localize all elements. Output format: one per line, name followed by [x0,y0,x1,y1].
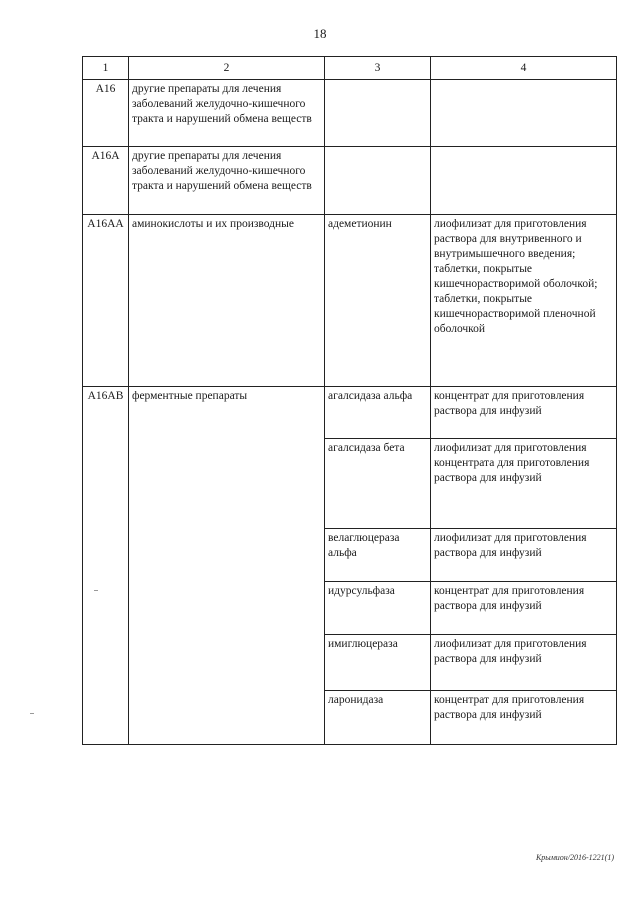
drug-cell: идурсульфаза [325,582,431,635]
drug-cell: агалсидаза бета [325,439,431,529]
table-row [83,80,617,147]
atc-code-cell: A16AA [83,215,129,387]
form-cell: концентрат для приготовления раствора для инфузий [431,582,617,635]
group-cell: другие препараты для лечения заболеваний желудочно-кишечного тракта и нарушений обмена веществ [129,147,325,215]
drug-cell [325,147,431,215]
column-header: 4 [431,57,617,80]
drug-cell [325,80,431,147]
form-cell: лиофилизат для приготовления концентрата для приготовления раствора для инфузий [431,439,617,529]
form-cell [431,147,617,215]
form-cell: лиофилизат для приготовления раствора для внутривенного и внутримышечного введения; таблетки, покрытые кишечнорастворимой оболочкой; таблетки, покрытые кишечнорастворимой пленочной оболочкой [431,215,617,387]
page-number: 18 [313,26,327,41]
atc-code-cell: A16AB [83,387,129,745]
drug-cell: велаглюцераза альфа [325,529,431,582]
table-header-row [83,57,617,80]
form-cell: концентрат для приготовления раствора для инфузий [431,691,617,745]
drug-cell: агалсидаза альфа [325,387,431,439]
form-cell: лиофилизат для приготовления раствора для инфузий [431,529,617,582]
scan-mark [94,590,98,591]
drug-cell: ларонидаза [325,691,431,745]
table-row [83,215,617,387]
group-cell: аминокислоты и их производные [129,215,325,387]
table-row [83,387,617,439]
form-cell [431,80,617,147]
drug-cell: адеметионин [325,215,431,387]
drug-cell: имиглюцераза [325,635,431,691]
column-header: 2 [129,57,325,80]
scan-mark [30,713,34,714]
drug-table [82,56,617,745]
atc-code-cell: A16A [83,147,129,215]
column-header: 1 [83,57,129,80]
document-footer: Крымион/2016-1221(1) [535,853,614,862]
form-cell: лиофилизат для приготовления раствора для инфузий [431,635,617,691]
form-cell: концентрат для приготовления раствора для инфузий [431,387,617,439]
group-cell: другие препараты для лечения заболеваний желудочно-кишечного тракта и нарушений обмена веществ [129,80,325,147]
atc-code-cell: A16 [83,80,129,147]
table-row [83,147,617,215]
group-cell: ферментные препараты [129,387,325,745]
column-header: 3 [325,57,431,80]
